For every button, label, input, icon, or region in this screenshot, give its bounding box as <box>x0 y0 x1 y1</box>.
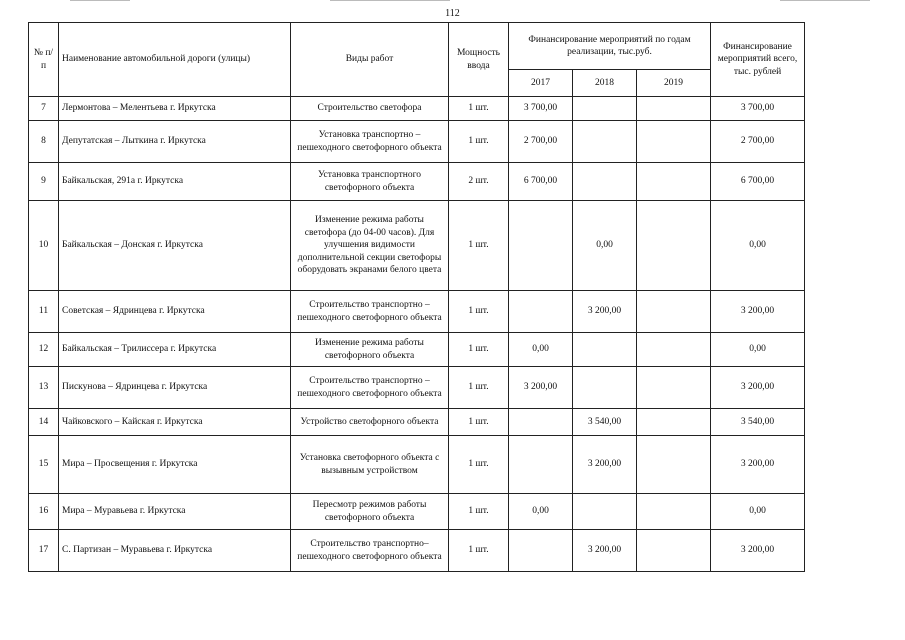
cell-2019 <box>637 530 711 572</box>
cell-capacity: 1 шт. <box>449 121 509 163</box>
cell-road: Мира – Муравьева г. Иркутска <box>59 494 291 530</box>
cell-num: 15 <box>29 436 59 494</box>
header-num: № п/п <box>29 23 59 97</box>
table-row <box>29 163 805 201</box>
cell-capacity: 1 шт. <box>449 333 509 367</box>
cell-total: 3 200,00 <box>711 436 805 494</box>
table-row <box>29 201 805 291</box>
header-financing-total: Финансирование мероприятий всего, тыс. рублей <box>711 23 805 97</box>
cell-works: Установка транспортного светофорного объекта <box>291 163 449 201</box>
cell-2018 <box>573 333 637 367</box>
table-row <box>29 121 805 163</box>
cell-road: Депутатская – Лыткина г. Иркутска <box>59 121 291 163</box>
cell-2019 <box>637 436 711 494</box>
cell-2018: 3 200,00 <box>573 291 637 333</box>
cell-road: Лермонтова – Мелентьева г. Иркутска <box>59 97 291 121</box>
table-row <box>29 367 805 409</box>
cell-works: Строительство транспортно – пешеходного светофорного объекта <box>291 367 449 409</box>
cell-works: Устройство светофорного объекта <box>291 409 449 436</box>
financing-table <box>28 22 805 572</box>
cell-works: Изменение режима работы светофорного объекта <box>291 333 449 367</box>
cell-capacity: 1 шт. <box>449 291 509 333</box>
table-row <box>29 97 805 121</box>
table-row <box>29 333 805 367</box>
cell-capacity: 1 шт. <box>449 530 509 572</box>
cell-2017 <box>509 409 573 436</box>
cell-total: 6 700,00 <box>711 163 805 201</box>
cell-2019 <box>637 291 711 333</box>
cell-total: 3 200,00 <box>711 530 805 572</box>
table-row <box>29 291 805 333</box>
cell-2019 <box>637 409 711 436</box>
cell-road: Чайковского – Кайская г. Иркутска <box>59 409 291 436</box>
cell-2018 <box>573 494 637 530</box>
cell-2017 <box>509 436 573 494</box>
cell-2017 <box>509 201 573 291</box>
cell-works: Установка светофорного объекта с вызывным устройством <box>291 436 449 494</box>
cell-2019 <box>637 201 711 291</box>
cell-total: 3 540,00 <box>711 409 805 436</box>
cell-num: 13 <box>29 367 59 409</box>
cell-2018 <box>573 367 637 409</box>
page-number: 112 <box>445 8 460 19</box>
header-capacity: Мощность ввода <box>449 23 509 97</box>
cell-road: Байкальская, 291а г. Иркутска <box>59 163 291 201</box>
cell-works: Изменение режима работы светофора (до 04-00 часов). Для улучшения видимости дополнительной секции светофоры оборудовать экранами белого цвета <box>291 201 449 291</box>
cell-num: 14 <box>29 409 59 436</box>
header-road: Наименование автомобильной дороги (улицы) <box>59 23 291 97</box>
cell-road: С. Партизан – Муравьева г. Иркутска <box>59 530 291 572</box>
cell-2018: 0,00 <box>573 201 637 291</box>
cell-total: 3 200,00 <box>711 367 805 409</box>
cell-total: 3 700,00 <box>711 97 805 121</box>
cell-total: 2 700,00 <box>711 121 805 163</box>
table-row <box>29 530 805 572</box>
cell-capacity: 1 шт. <box>449 97 509 121</box>
cell-2018 <box>573 163 637 201</box>
header-financing-by-year: Финансирование мероприятий по годам реализации, тыс.руб. <box>509 23 711 70</box>
cell-capacity: 1 шт. <box>449 494 509 530</box>
cell-2019 <box>637 367 711 409</box>
cell-2017 <box>509 530 573 572</box>
scan-artifact <box>70 0 130 1</box>
scan-artifact <box>330 0 450 1</box>
header-year-2019: 2019 <box>637 70 711 97</box>
cell-2019 <box>637 121 711 163</box>
cell-2017: 3 700,00 <box>509 97 573 121</box>
cell-total: 0,00 <box>711 201 805 291</box>
table-row <box>29 436 805 494</box>
cell-2018: 3 200,00 <box>573 436 637 494</box>
header-works: Виды работ <box>291 23 449 97</box>
cell-num: 11 <box>29 291 59 333</box>
cell-num: 8 <box>29 121 59 163</box>
cell-2019 <box>637 333 711 367</box>
cell-total: 3 200,00 <box>711 291 805 333</box>
cell-2018 <box>573 121 637 163</box>
header-year-2017: 2017 <box>509 70 573 97</box>
cell-road: Байкальская – Трилиссера г. Иркутска <box>59 333 291 367</box>
cell-capacity: 2 шт. <box>449 163 509 201</box>
cell-2017: 0,00 <box>509 494 573 530</box>
cell-num: 9 <box>29 163 59 201</box>
cell-capacity: 1 шт. <box>449 201 509 291</box>
cell-total: 0,00 <box>711 494 805 530</box>
cell-road: Пискунова – Ядринцева г. Иркутска <box>59 367 291 409</box>
cell-2019 <box>637 163 711 201</box>
cell-road: Советская – Ядринцева г. Иркутска <box>59 291 291 333</box>
cell-works: Строительство транспортно–пешеходного светофорного объекта <box>291 530 449 572</box>
cell-2017: 6 700,00 <box>509 163 573 201</box>
cell-2017: 0,00 <box>509 333 573 367</box>
cell-capacity: 1 шт. <box>449 436 509 494</box>
cell-works: Пересмотр режимов работы светофорного объекта <box>291 494 449 530</box>
cell-2019 <box>637 97 711 121</box>
cell-num: 10 <box>29 201 59 291</box>
scan-artifact <box>780 0 870 1</box>
cell-num: 17 <box>29 530 59 572</box>
cell-num: 7 <box>29 97 59 121</box>
header-year-2018: 2018 <box>573 70 637 97</box>
cell-total: 0,00 <box>711 333 805 367</box>
table-row <box>29 409 805 436</box>
cell-num: 12 <box>29 333 59 367</box>
cell-works: Строительство транспортно – пешеходного светофорного объекта <box>291 291 449 333</box>
cell-capacity: 1 шт. <box>449 409 509 436</box>
table-row <box>29 494 805 530</box>
cell-num: 16 <box>29 494 59 530</box>
cell-road: Мира – Просвещения г. Иркутска <box>59 436 291 494</box>
cell-capacity: 1 шт. <box>449 367 509 409</box>
cell-2017: 3 200,00 <box>509 367 573 409</box>
cell-road: Байкальская – Донская г. Иркутска <box>59 201 291 291</box>
cell-works: Строительство светофора <box>291 97 449 121</box>
cell-2018: 3 540,00 <box>573 409 637 436</box>
cell-2017 <box>509 291 573 333</box>
cell-2017: 2 700,00 <box>509 121 573 163</box>
cell-2019 <box>637 494 711 530</box>
cell-2018 <box>573 97 637 121</box>
cell-works: Установка транспортно – пешеходного светофорного объекта <box>291 121 449 163</box>
cell-2018: 3 200,00 <box>573 530 637 572</box>
